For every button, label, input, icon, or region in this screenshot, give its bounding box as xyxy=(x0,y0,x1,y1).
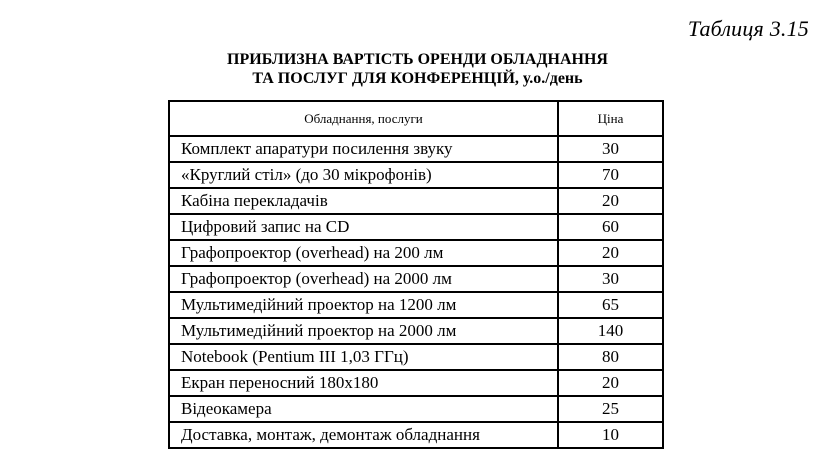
table-row xyxy=(169,370,663,396)
price-cell: 20 xyxy=(558,240,663,266)
item-cell: Доставка, монтаж, демонтаж обладнання xyxy=(169,422,558,448)
item-cell: Мультимедійний проектор на 2000 лм xyxy=(169,318,558,344)
table-row xyxy=(169,214,663,240)
price-cell: 10 xyxy=(558,422,663,448)
price-cell: 30 xyxy=(558,266,663,292)
price-table xyxy=(168,100,664,449)
table-header-row xyxy=(169,101,663,136)
table-row xyxy=(169,240,663,266)
price-cell: 60 xyxy=(558,214,663,240)
price-cell: 140 xyxy=(558,318,663,344)
price-cell: 80 xyxy=(558,344,663,370)
price-cell: 65 xyxy=(558,292,663,318)
table-title-line-1: ПРИБЛИЗНА ВАРТІСТЬ ОРЕНДИ ОБЛАДНАННЯ xyxy=(227,51,608,68)
table-title xyxy=(0,50,835,88)
table-row xyxy=(169,396,663,422)
price-cell: 25 xyxy=(558,396,663,422)
price-cell: 30 xyxy=(558,136,663,162)
item-cell: «Круглий стіл» (до 30 мікрофонів) xyxy=(169,162,558,188)
price-cell: 20 xyxy=(558,370,663,396)
item-cell: Екран переносний 180x180 xyxy=(169,370,558,396)
table-row xyxy=(169,422,663,448)
item-cell: Цифровий запис на CD xyxy=(169,214,558,240)
price-cell: 70 xyxy=(558,162,663,188)
table-row xyxy=(169,344,663,370)
item-cell: Кабіна перекладачів xyxy=(169,188,558,214)
table-row xyxy=(169,162,663,188)
table-row xyxy=(169,136,663,162)
table-row xyxy=(169,266,663,292)
item-cell: Графопроектор (overhead) на 2000 лм xyxy=(169,266,558,292)
item-cell: Notebook (Pentium III 1,03 ГГц) xyxy=(169,344,558,370)
item-cell: Комплект апаратури посилення звуку xyxy=(169,136,558,162)
column-header-item: Обладнання, послуги xyxy=(169,101,558,136)
item-cell: Мультимедійний проектор на 1200 лм xyxy=(169,292,558,318)
table-row xyxy=(169,318,663,344)
column-header-price: Ціна xyxy=(558,101,663,136)
item-cell: Відеокамера xyxy=(169,396,558,422)
table-row xyxy=(169,292,663,318)
price-cell: 20 xyxy=(558,188,663,214)
table-number-label: Таблиця 3.15 xyxy=(687,16,809,41)
item-cell: Графопроектор (overhead) на 200 лм xyxy=(169,240,558,266)
table-title-line-2: ТА ПОСЛУГ ДЛЯ КОНФЕРЕНЦІЙ, у.о./день xyxy=(252,70,583,87)
table-row xyxy=(169,188,663,214)
